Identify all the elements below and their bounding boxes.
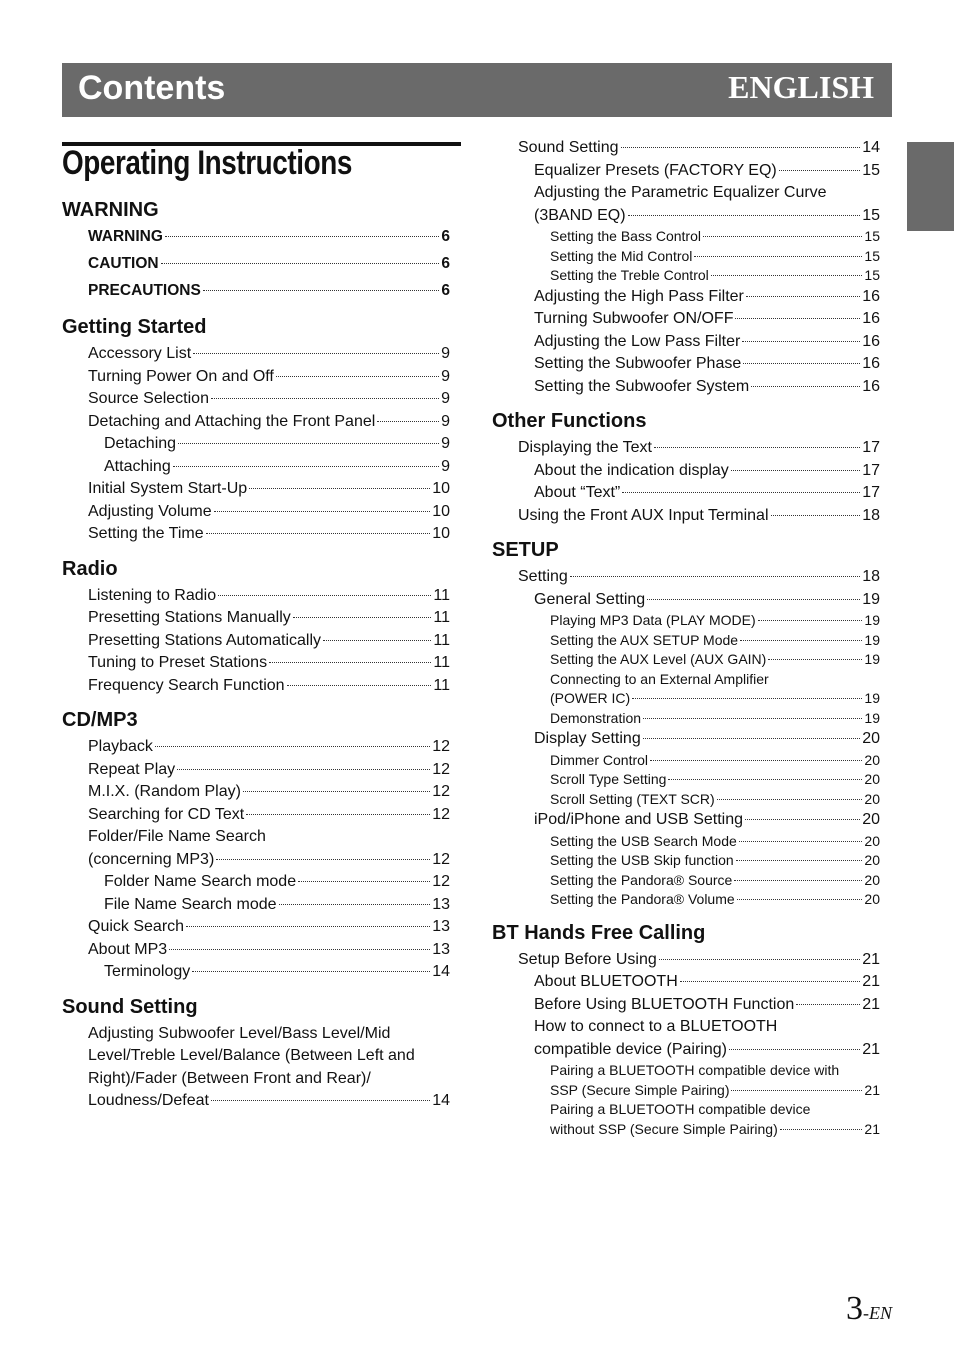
toc-entry[interactable]	[88, 804, 450, 827]
toc-entry-title: Using the Front AUX Input Terminal	[518, 506, 769, 524]
toc-entry-page: 19	[864, 631, 880, 648]
leader-dots	[293, 617, 432, 618]
toc-entry-page: 15	[864, 247, 880, 264]
leader-dots	[711, 275, 863, 276]
leader-dots	[739, 841, 863, 842]
toc-entry-title: Searching for CD Text	[88, 805, 245, 823]
toc-entry[interactable]	[534, 460, 880, 483]
toc-entry-page: 19	[864, 612, 880, 628]
leader-dots	[680, 981, 860, 982]
toc-entry-title: Equalizer Presets (FACTORY EQ)	[534, 161, 777, 179]
toc-entry[interactable]	[550, 266, 880, 286]
toc-entry[interactable]	[518, 949, 880, 972]
toc-entry-title: Playing MP3 Data (PLAY MODE)	[550, 612, 756, 628]
toc-entry-page: 6	[441, 228, 450, 245]
toc-entry[interactable]	[88, 501, 450, 524]
toc-entry-page: 16	[862, 377, 880, 395]
leader-dots	[736, 860, 863, 861]
toc-entry-title: Adjusting the High Pass Filter	[534, 287, 744, 305]
toc-entry-page: 16	[862, 355, 880, 372]
toc-entry[interactable]	[518, 437, 880, 460]
toc-entry-title: Accessory List	[88, 345, 192, 362]
toc-entry-title: Adjusting Volume	[88, 502, 212, 520]
toc-entry-page: 15	[864, 228, 880, 244]
toc-entry-page: 14	[862, 139, 880, 156]
toc-entry-page: 20	[862, 730, 880, 747]
toc-entry[interactable]	[88, 250, 450, 277]
section-heading-sound-setting: Sound Setting	[62, 995, 198, 1018]
leader-dots	[206, 533, 431, 534]
toc-entry-title: M.I.X. (Random Play)	[88, 783, 241, 800]
leader-dots	[779, 170, 860, 171]
leader-dots	[178, 443, 439, 444]
leader-dots	[249, 488, 430, 489]
language-label: ENGLISH	[728, 69, 874, 105]
toc-entry-text: Level/Treble Level/Balance (Between Left and	[88, 1047, 415, 1064]
toc-entry-text: How to connect to a BLUETOOTH	[534, 1018, 778, 1035]
toc-entry-title: iPod/iPhone and USB Setting	[534, 811, 744, 828]
toc-entry-title: Before Using BLUETOOTH Function	[534, 995, 795, 1013]
toc-entry[interactable]	[550, 689, 880, 709]
toc-entry[interactable]	[550, 650, 880, 670]
toc-entry[interactable]	[88, 478, 450, 501]
toc-entry-page: 18	[862, 568, 880, 585]
toc-entry-title: Quick Search	[88, 918, 185, 935]
toc-entry[interactable]	[534, 728, 880, 751]
toc-entry-title: Presetting Stations Automatically	[88, 631, 322, 649]
toc-entry-page: 15	[864, 267, 880, 283]
toc-entry-title: Setting the Bass Control	[550, 228, 701, 244]
toc-entry-title: Setup Before Using	[518, 950, 657, 968]
toc-entry-page: 16	[862, 332, 880, 350]
toc-entry[interactable]	[534, 994, 880, 1017]
toc-entry-page: 20	[864, 891, 880, 907]
toc-entry[interactable]	[88, 277, 450, 304]
leader-dots	[731, 470, 860, 471]
leader-dots	[780, 1129, 863, 1130]
leader-dots	[734, 880, 862, 881]
toc-entry-title: Turning Power On and Off	[88, 367, 274, 385]
leader-dots	[298, 881, 430, 882]
toc-entry[interactable]	[88, 652, 450, 675]
leader-dots	[643, 718, 862, 719]
toc-entry-title: Folder Name Search mode	[104, 873, 297, 890]
toc-entry[interactable]	[104, 456, 450, 479]
toc-entry[interactable]	[550, 751, 880, 771]
toc-entry[interactable]	[534, 376, 880, 399]
leader-dots	[731, 1090, 862, 1091]
section-heading-other-functions: Other Functions	[492, 410, 647, 432]
toc-entry-title: Listening to Radio	[88, 586, 217, 604]
toc-entry-title: Setting the Treble Control	[550, 267, 709, 283]
toc-entry[interactable]	[88, 411, 450, 434]
toc-entry[interactable]	[534, 205, 880, 228]
toc-entry-page: 21	[864, 1081, 880, 1098]
leader-dots	[668, 779, 862, 780]
toc-entry-page: 20	[864, 832, 880, 849]
toc-entry-page: 20	[864, 871, 880, 888]
leader-dots	[768, 659, 862, 660]
language-tab	[907, 142, 954, 231]
leader-dots	[751, 386, 860, 387]
toc-entry-page: 11	[433, 631, 450, 649]
toc-entry-page: 12	[432, 873, 450, 890]
toc-entry[interactable]	[88, 366, 450, 389]
toc-entry-title: Setting the Time	[88, 525, 204, 542]
toc-entry-page: 6	[441, 282, 450, 299]
leader-dots	[192, 971, 430, 972]
section-heading-warning: WARNING	[62, 199, 159, 221]
leader-dots	[740, 640, 862, 641]
toc-entry-title: Setting the AUX SETUP Mode	[550, 631, 739, 648]
toc-entry-page: 13	[432, 895, 450, 913]
toc-entry-page: 21	[862, 973, 880, 990]
leader-dots	[622, 492, 860, 493]
toc-entry-title: Setting the Subwoofer Phase	[534, 355, 742, 372]
toc-entry-page: 20	[864, 852, 880, 868]
toc-entry-page: 12	[432, 783, 450, 800]
toc-entry-page: 12	[432, 738, 450, 755]
page-number: 3-EN	[846, 1290, 892, 1327]
leader-dots	[632, 698, 862, 699]
toc-entry[interactable]	[550, 851, 880, 871]
leader-dots	[737, 899, 863, 900]
toc-entry-page: 9	[441, 457, 450, 475]
toc-entry[interactable]	[518, 566, 880, 589]
toc-entry-title: Scroll Setting (TEXT SCR)	[550, 790, 715, 807]
toc-entry-page: 10	[432, 480, 450, 497]
toc-entry[interactable]	[550, 871, 880, 891]
leader-dots	[729, 1049, 860, 1050]
toc-entry[interactable]	[534, 589, 880, 612]
toc-entry[interactable]	[518, 137, 880, 160]
toc-entry-page: 18	[862, 506, 880, 524]
toc-entry-title: (3BAND EQ)	[534, 206, 626, 224]
toc-entry-title: Detaching and Attaching the Front Panel	[88, 412, 376, 430]
toc-right-column	[492, 137, 880, 1139]
leader-dots	[211, 398, 439, 399]
toc-entry[interactable]	[534, 160, 880, 183]
section-heading-setup: SETUP	[492, 539, 559, 561]
toc-entry-page: 17	[862, 439, 880, 456]
toc-entry[interactable]	[88, 223, 450, 250]
toc-entry-page: 20	[864, 790, 880, 807]
toc-entry-title: Playback	[88, 738, 153, 755]
leader-dots	[155, 746, 430, 747]
toc-entry-title: Setting the Pandora® Source	[550, 871, 733, 888]
leader-dots	[193, 353, 439, 354]
toc-entry-title: Attaching	[104, 457, 171, 475]
toc-entry[interactable]	[534, 1039, 880, 1062]
toc-entry[interactable]	[550, 631, 880, 651]
toc-entry-title: Dimmer Control	[550, 751, 649, 768]
toc-entry-title: About BLUETOOTH	[534, 973, 678, 990]
toc-entry-page: 12	[432, 850, 450, 868]
leader-dots	[276, 376, 439, 377]
toc-entry[interactable]	[534, 809, 880, 832]
contents-banner	[62, 63, 892, 117]
leader-dots	[654, 447, 860, 448]
leader-dots	[165, 236, 439, 237]
toc-entry[interactable]	[88, 523, 450, 546]
leader-dots	[173, 466, 439, 467]
toc-entry[interactable]	[88, 849, 450, 872]
leader-dots	[659, 959, 860, 960]
toc-entry[interactable]	[534, 308, 880, 331]
toc-entry-page: 9	[441, 390, 450, 407]
toc-entry-text: Pairing a BLUETOOTH compatible device with	[550, 1062, 840, 1078]
section-heading-bt-hands-free: BT Hands Free Calling	[492, 921, 706, 944]
toc-entry-page: 21	[862, 950, 880, 968]
toc-entry-page: 19	[864, 709, 880, 726]
toc-entry-page: 17	[862, 484, 880, 501]
toc-entry-page: 6	[441, 255, 450, 272]
toc-entry-text: Right)/Fader (Between Front and Rear)/	[88, 1069, 371, 1087]
leader-dots	[643, 738, 860, 739]
leader-dots	[279, 904, 431, 905]
toc-entry-title: Display Setting	[534, 730, 641, 747]
toc-entry-page: 21	[864, 1120, 880, 1137]
toc-entry[interactable]	[550, 709, 880, 729]
toc-entry-title: Setting the Mid Control	[550, 247, 693, 264]
toc-entry-title: Repeat Play	[88, 760, 176, 778]
leader-dots	[796, 1004, 860, 1005]
leader-dots	[743, 363, 860, 364]
toc-entry[interactable]	[550, 247, 880, 267]
leader-dots	[694, 256, 862, 257]
toc-entry[interactable]	[534, 331, 880, 354]
toc-entry-text: Adjusting Subwoofer Level/Bass Level/Mid	[88, 1024, 391, 1042]
toc-entry-page: 21	[862, 995, 880, 1013]
toc-entry[interactable]	[88, 343, 450, 366]
toc-entry-page: 9	[441, 367, 450, 385]
toc-entry-page: 16	[862, 310, 880, 327]
leader-dots	[269, 662, 431, 663]
toc-entry-title: Setting the Subwoofer System	[534, 377, 750, 395]
toc-entry[interactable]	[550, 611, 880, 631]
toc-entry-title: Setting the USB Search Mode	[550, 832, 737, 849]
leader-dots	[703, 236, 862, 237]
toc-entry[interactable]	[550, 890, 880, 910]
toc-entry-page: 19	[864, 690, 880, 706]
leader-dots	[211, 1100, 430, 1101]
toc-entry-page: 12	[432, 805, 450, 823]
toc-entry[interactable]	[550, 832, 880, 852]
toc-entry[interactable]	[88, 781, 450, 804]
leader-dots	[323, 640, 431, 641]
toc-entry-page: 15	[862, 206, 880, 224]
leader-dots	[203, 290, 440, 291]
toc-entry-title: Setting the Pandora® Volume	[550, 891, 735, 907]
toc-entry[interactable]	[550, 1120, 880, 1140]
contents-heading: Contents	[78, 69, 226, 107]
toc-entry-page: 17	[862, 461, 880, 479]
leader-dots	[621, 147, 861, 148]
toc-entry-page: 9	[441, 435, 450, 452]
toc-entry-title: Presetting Stations Manually	[88, 609, 291, 626]
leader-dots	[758, 620, 863, 621]
toc-entry-page: 20	[864, 771, 880, 787]
toc-entry-page: 15	[862, 161, 880, 179]
toc-entry-page: 14	[432, 1092, 450, 1109]
toc-entry-title: About the indication display	[534, 461, 729, 479]
toc-entry-title: CAUTION	[88, 255, 159, 272]
toc-entry-title: Setting	[518, 568, 568, 585]
toc-entry-text: Adjusting the Parametric Equalizer Curve	[534, 184, 827, 201]
toc-entry-title: Displaying the Text	[518, 439, 652, 456]
toc-entry-title: Loudness/Defeat	[88, 1092, 209, 1109]
toc-entry[interactable]	[88, 736, 450, 759]
page-title: Operating Instructions	[62, 144, 352, 182]
leader-dots	[742, 341, 860, 342]
toc-entry-title: Setting the USB Skip function	[550, 852, 734, 868]
toc-entry-title: Scroll Type Setting	[550, 771, 667, 787]
toc-entry[interactable]	[534, 482, 880, 505]
toc-entry[interactable]	[88, 916, 450, 939]
toc-entry-title: Source Selection	[88, 390, 209, 407]
section-heading-cdmp3: CD/MP3	[62, 709, 138, 731]
leader-dots	[161, 263, 440, 264]
toc-entry[interactable]	[88, 759, 450, 782]
toc-entry-text: Folder/File Name Search	[88, 828, 266, 845]
toc-entry[interactable]	[550, 790, 880, 810]
leader-dots	[771, 515, 861, 516]
toc-entry[interactable]	[88, 388, 450, 411]
toc-entry-title: Setting the AUX Level (AUX GAIN)	[550, 651, 767, 667]
toc-entry-title: Frequency Search Function	[88, 676, 285, 694]
toc-entry[interactable]	[550, 1081, 880, 1101]
toc-entry[interactable]	[88, 607, 450, 630]
toc-entry-page: 19	[862, 590, 880, 608]
toc-entry[interactable]	[104, 433, 450, 456]
toc-entry-page: 20	[862, 811, 880, 828]
toc-entry[interactable]	[88, 675, 450, 698]
leader-dots	[745, 819, 860, 820]
toc-entry-title: (concerning MP3)	[88, 850, 215, 868]
toc-entry[interactable]	[550, 770, 880, 790]
leader-dots	[650, 760, 862, 761]
leader-dots	[746, 296, 860, 297]
toc-entry[interactable]	[88, 939, 450, 962]
section-heading-radio: Radio	[62, 557, 118, 580]
toc-entry-page: 16	[862, 287, 880, 305]
toc-entry-title: SSP (Secure Simple Pairing)	[550, 1081, 730, 1098]
leader-dots	[717, 799, 863, 800]
toc-entry-title: Initial System Start-Up	[88, 480, 248, 497]
toc-entry-page: 9	[441, 345, 450, 362]
toc-entry-title: About “Text”	[534, 484, 621, 501]
toc-entry[interactable]	[534, 353, 880, 376]
toc-entry-title: General Setting	[534, 590, 646, 608]
toc-left-column	[62, 197, 450, 1113]
toc-entry-page: 19	[864, 651, 880, 667]
toc-entry-page: 11	[433, 676, 450, 694]
leader-dots	[243, 791, 430, 792]
toc-entry-text: Connecting to an External Amplifier	[550, 670, 769, 687]
leader-dots	[246, 814, 430, 815]
toc-entry-title: compatible device (Pairing)	[534, 1040, 727, 1058]
toc-entry-page: 11	[433, 654, 450, 671]
toc-entry-title: Sound Setting	[518, 139, 619, 156]
toc-entry-page: 11	[433, 586, 450, 604]
toc-entry-title: About MP3	[88, 940, 168, 958]
toc-entry-title: Tuning to Preset Stations	[88, 654, 268, 671]
toc-entry[interactable]	[88, 585, 450, 608]
toc-entry-page: 10	[432, 502, 450, 520]
leader-dots	[216, 859, 430, 860]
toc-entry[interactable]	[534, 286, 880, 309]
section-heading-getting-started: Getting Started	[62, 316, 207, 338]
leader-dots	[628, 215, 861, 216]
toc-entry-title: PRECAUTIONS	[88, 282, 201, 299]
toc-entry-title: Demonstration	[550, 709, 642, 726]
toc-entry[interactable]	[550, 227, 880, 247]
leader-dots	[570, 576, 860, 577]
leader-dots	[377, 421, 439, 422]
toc-entry-page: 10	[432, 525, 450, 542]
toc-entry-page: 11	[433, 609, 450, 626]
leader-dots	[287, 685, 432, 686]
toc-entry-page: 13	[432, 918, 450, 935]
leader-dots	[214, 511, 431, 512]
toc-entry-page: 14	[432, 963, 450, 980]
toc-entry-page: 20	[864, 751, 880, 768]
toc-entry-text: Pairing a BLUETOOTH compatible device	[550, 1101, 811, 1117]
toc-entry-title: Detaching	[104, 435, 177, 452]
leader-dots	[735, 318, 860, 319]
toc-entry-page: 13	[432, 940, 450, 958]
toc-entry[interactable]	[104, 961, 450, 984]
toc-entry-page: 12	[432, 760, 450, 778]
toc-entry-title: without SSP (Secure Simple Pairing)	[550, 1120, 778, 1137]
toc-entry-title: (POWER IC)	[550, 690, 631, 706]
leader-dots	[177, 769, 430, 770]
toc-entry[interactable]	[518, 505, 880, 528]
leader-dots	[647, 599, 860, 600]
leader-dots	[169, 949, 430, 950]
leader-dots	[186, 926, 430, 927]
toc-entry-title: Adjusting the Low Pass Filter	[534, 332, 741, 350]
toc-entry-title: Terminology	[104, 963, 191, 980]
toc-entry[interactable]	[88, 630, 450, 653]
toc-entry-title: File Name Search mode	[104, 895, 277, 913]
toc-entry-title: WARNING	[88, 228, 163, 245]
toc-entry-page: 9	[441, 412, 450, 430]
toc-entry-title: Turning Subwoofer ON/OFF	[534, 310, 734, 327]
toc-entry-page: 21	[862, 1040, 880, 1058]
toc-entry[interactable]	[104, 894, 450, 917]
toc-entry[interactable]	[104, 871, 450, 894]
toc-entry[interactable]	[534, 971, 880, 994]
leader-dots	[218, 595, 431, 596]
toc-entry[interactable]	[88, 1090, 450, 1113]
